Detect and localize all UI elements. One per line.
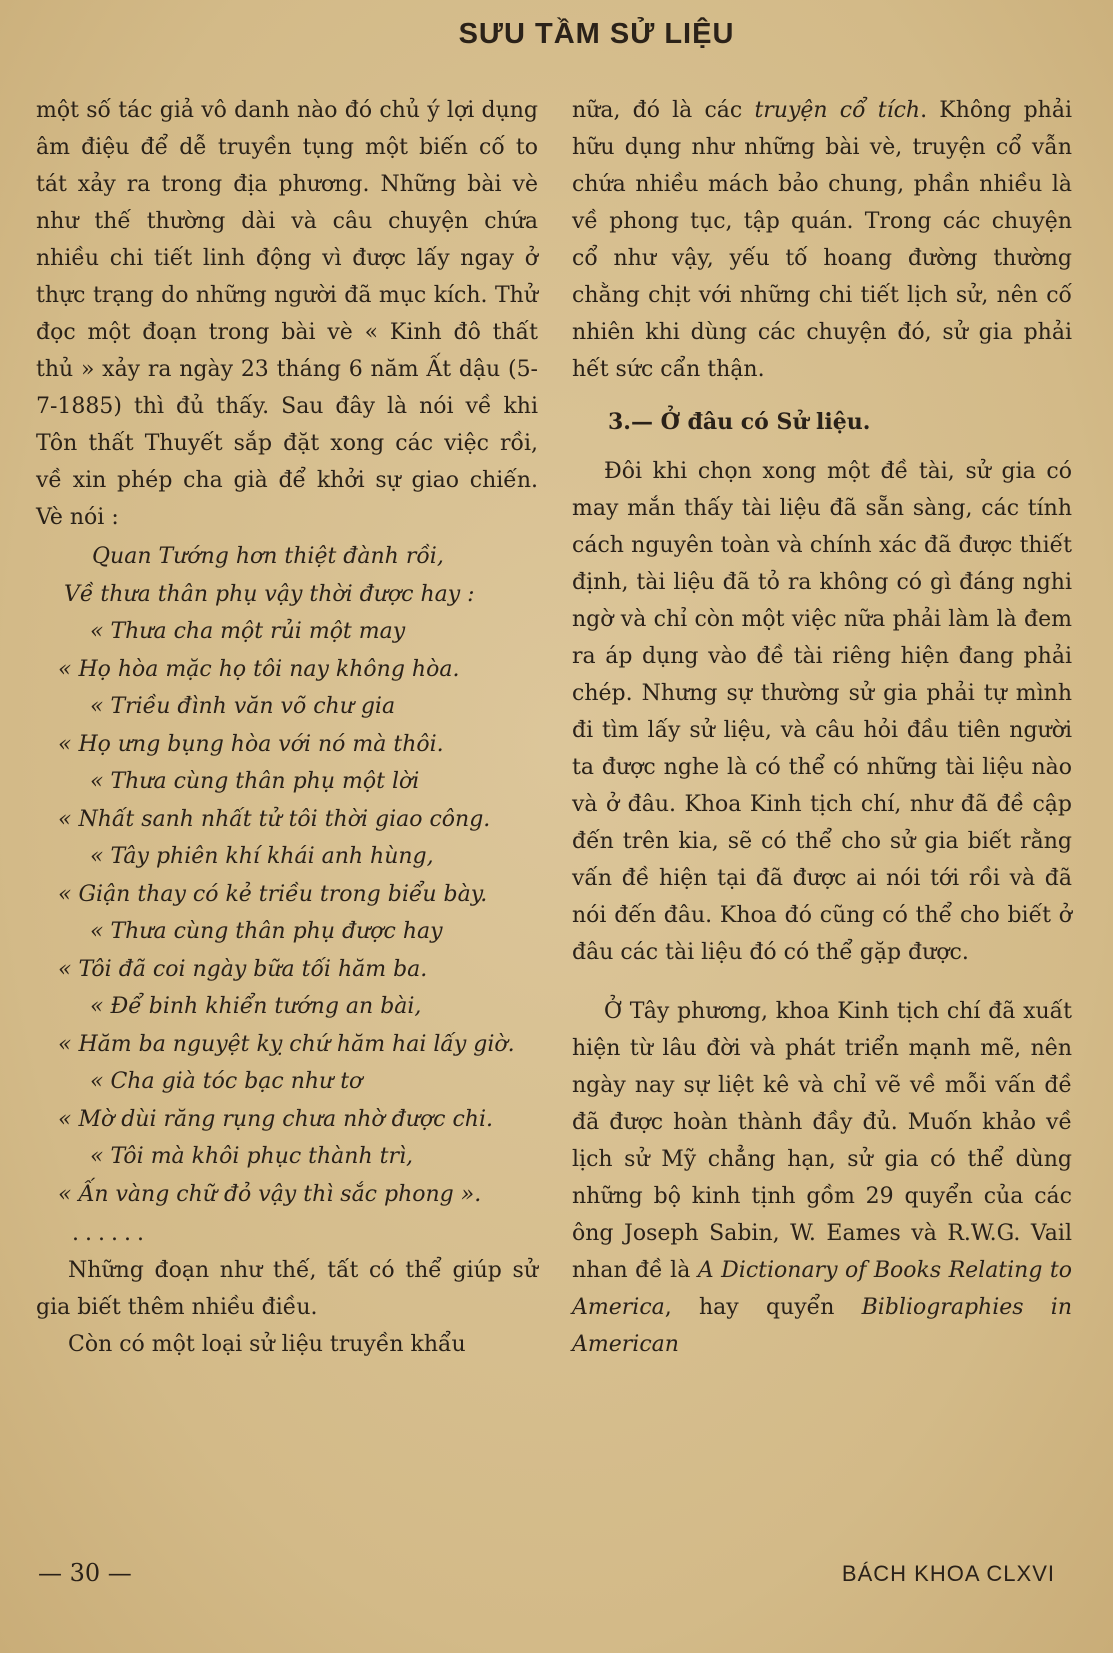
poem-line: Về thưa thân phụ vậy thời được hay : (64, 581, 475, 607)
book-title: Bibliographies in American (572, 1295, 1072, 1357)
poem-line: « Thưa cha một rủi một may (90, 619, 406, 644)
left-paragraph-1: một số tác giả vô danh nào đó chủ ý lợi dụng âm điệu để dễ truyền tụng một biến cố to tát xảy ra trong địa phương. Những bài vè như thế thường dài và câu chuyện chứa nhiều chi tiết linh động vì được lấy ngay ở thực trạng do những người đã mục kích. Thử đọc một đoạn trong bài vè « Kinh đô thất thủ » xảy ra ngày 23 tháng 6 năm Ất dậu (5-7-1885) thì đủ thấy. Sau đây là nói về khi Tôn thất Thuyết sắp đặt xong các việc rồi, về xin phép cha già để khởi sự giao chiến. Vè nói : (36, 98, 538, 530)
poem (36, 538, 538, 1213)
emphasis-text: truyện cổ tích (754, 98, 921, 123)
poem-line: « Ấn vàng chữ đỏ vậy thì sắc phong ». (58, 1181, 482, 1207)
right-paragraph-1: nữa, đó là các truyện cổ tích. Không phải hữu dụng như những bài vè, truyện cổ vẫn chứa nhiều mách bảo chung, phần nhiều là về phong tục, tập quán. Trong các chuyện cổ như vậy, yếu tố hoang đường thường chằng chịt với những chi tiết lịch sử, nên cố nhiên khi dùng các chuyện đó, sử gia phải hết sức cẩn thận. (572, 98, 1072, 382)
book-title: A Dictionary of Books Relating to America (572, 1258, 1072, 1320)
poem-line: « Tôi mà khôi phục thành trì, (90, 1144, 414, 1169)
left-column (36, 92, 538, 1363)
poem-line: « Triều đình văn võ chư gia (90, 694, 396, 719)
journal-name: BÁCH KHOA CLXVI (841, 1561, 1055, 1586)
poem-line: « Họ hòa mặc họ tôi nay không hòa. (58, 656, 460, 682)
left-paragraph-2: Những đoạn như thế, tất có thể giúp sử gia biết thêm nhiều điều. (36, 1258, 538, 1320)
poem-line: « Cha già tóc bạc như tơ (90, 1069, 363, 1094)
poem-line: « Giận thay có kẻ triều trong biểu bày. (58, 881, 488, 907)
poem-line: « Thưa cùng thân phụ một lời (90, 769, 420, 794)
poem-line: « Họ ưng bụng hòa với nó mà thôi. (58, 731, 444, 757)
poem-line: « Tôi đã coi ngày bữa tối hăm ba. (58, 956, 428, 982)
page-number: — 30 — (38, 1559, 132, 1587)
page-header: SƯU TẦM SỬ LIỆU (458, 18, 735, 50)
poem-line: « Tây phiên khí khái anh hùng, (90, 844, 434, 869)
ellipsis-dots: ...... (72, 1221, 150, 1246)
right-column (572, 92, 1072, 1363)
poem-line: Quan Tướng hơn thiệt đành rồi, (92, 544, 444, 569)
poem-line: « Nhất sanh nhất tử tôi thời giao công. (58, 806, 491, 832)
paragraph-gap (572, 971, 1072, 993)
poem-line: « Để binh khiển tướng an bài, (90, 994, 422, 1019)
right-paragraph-2: Đôi khi chọn xong một đề tài, sử gia có may mắn thấy tài liệu đã sẵn sàng, các tính cách nguyên toàn và chính xác đã được thiết định, tài liệu đã tỏ ra không có gì đáng nghi ngờ và chỉ còn một việc nữa phải làm là đem ra áp dụng vào đề tài riêng hiện đang phải chép. Nhưng sự thường sử gia phải tự mình đi tìm lấy sử liệu, và câu hỏi đầu tiên người ta được nghe là có thể có những tài liệu nào và ở đâu. Khoa Kinh tịch chí, như đã đề cập đến trên kia, sẽ có thể cho sử gia biết rằng vấn đề hiện tại đã được ai nói tới rồi và đã nói đến đâu. Khoa đó cũng có thể cho biết ở đâu các tài liệu đó có thể gặp được. (572, 459, 1072, 965)
poem-line: « Thưa cùng thân phụ được hay (90, 919, 443, 944)
section-title: 3.— Ở đâu có Sử liệu. (608, 409, 871, 435)
left-paragraph-3: Còn có một loại sử liệu truyền khẩu (68, 1332, 466, 1357)
right-paragraph-3: Ở Tây phương, khoa Kinh tịch chí đã xuất hiện từ lâu đời và phát triển mạnh mẽ, nên ngày nay sự liệt kê và chỉ vẽ về mỗi vấn đề đã được hoàn thành đầy đủ. Muốn khảo về lịch sử Mỹ chẳng hạn, sử gia có thể dùng những bộ kinh tịnh gồm 29 quyển của các ông Joseph Sabin, W. Eames và R.W.G. Vail nhan đề là A Dictionary of Books Relating to America, hay quyển Bibliographies in American (572, 999, 1072, 1357)
poem-line: « Mờ dùi răng rụng chưa nhờ được chi. (58, 1106, 493, 1132)
poem-line: « Hăm ba nguyệt kỵ chứ hăm hai lấy giờ. (58, 1031, 515, 1057)
